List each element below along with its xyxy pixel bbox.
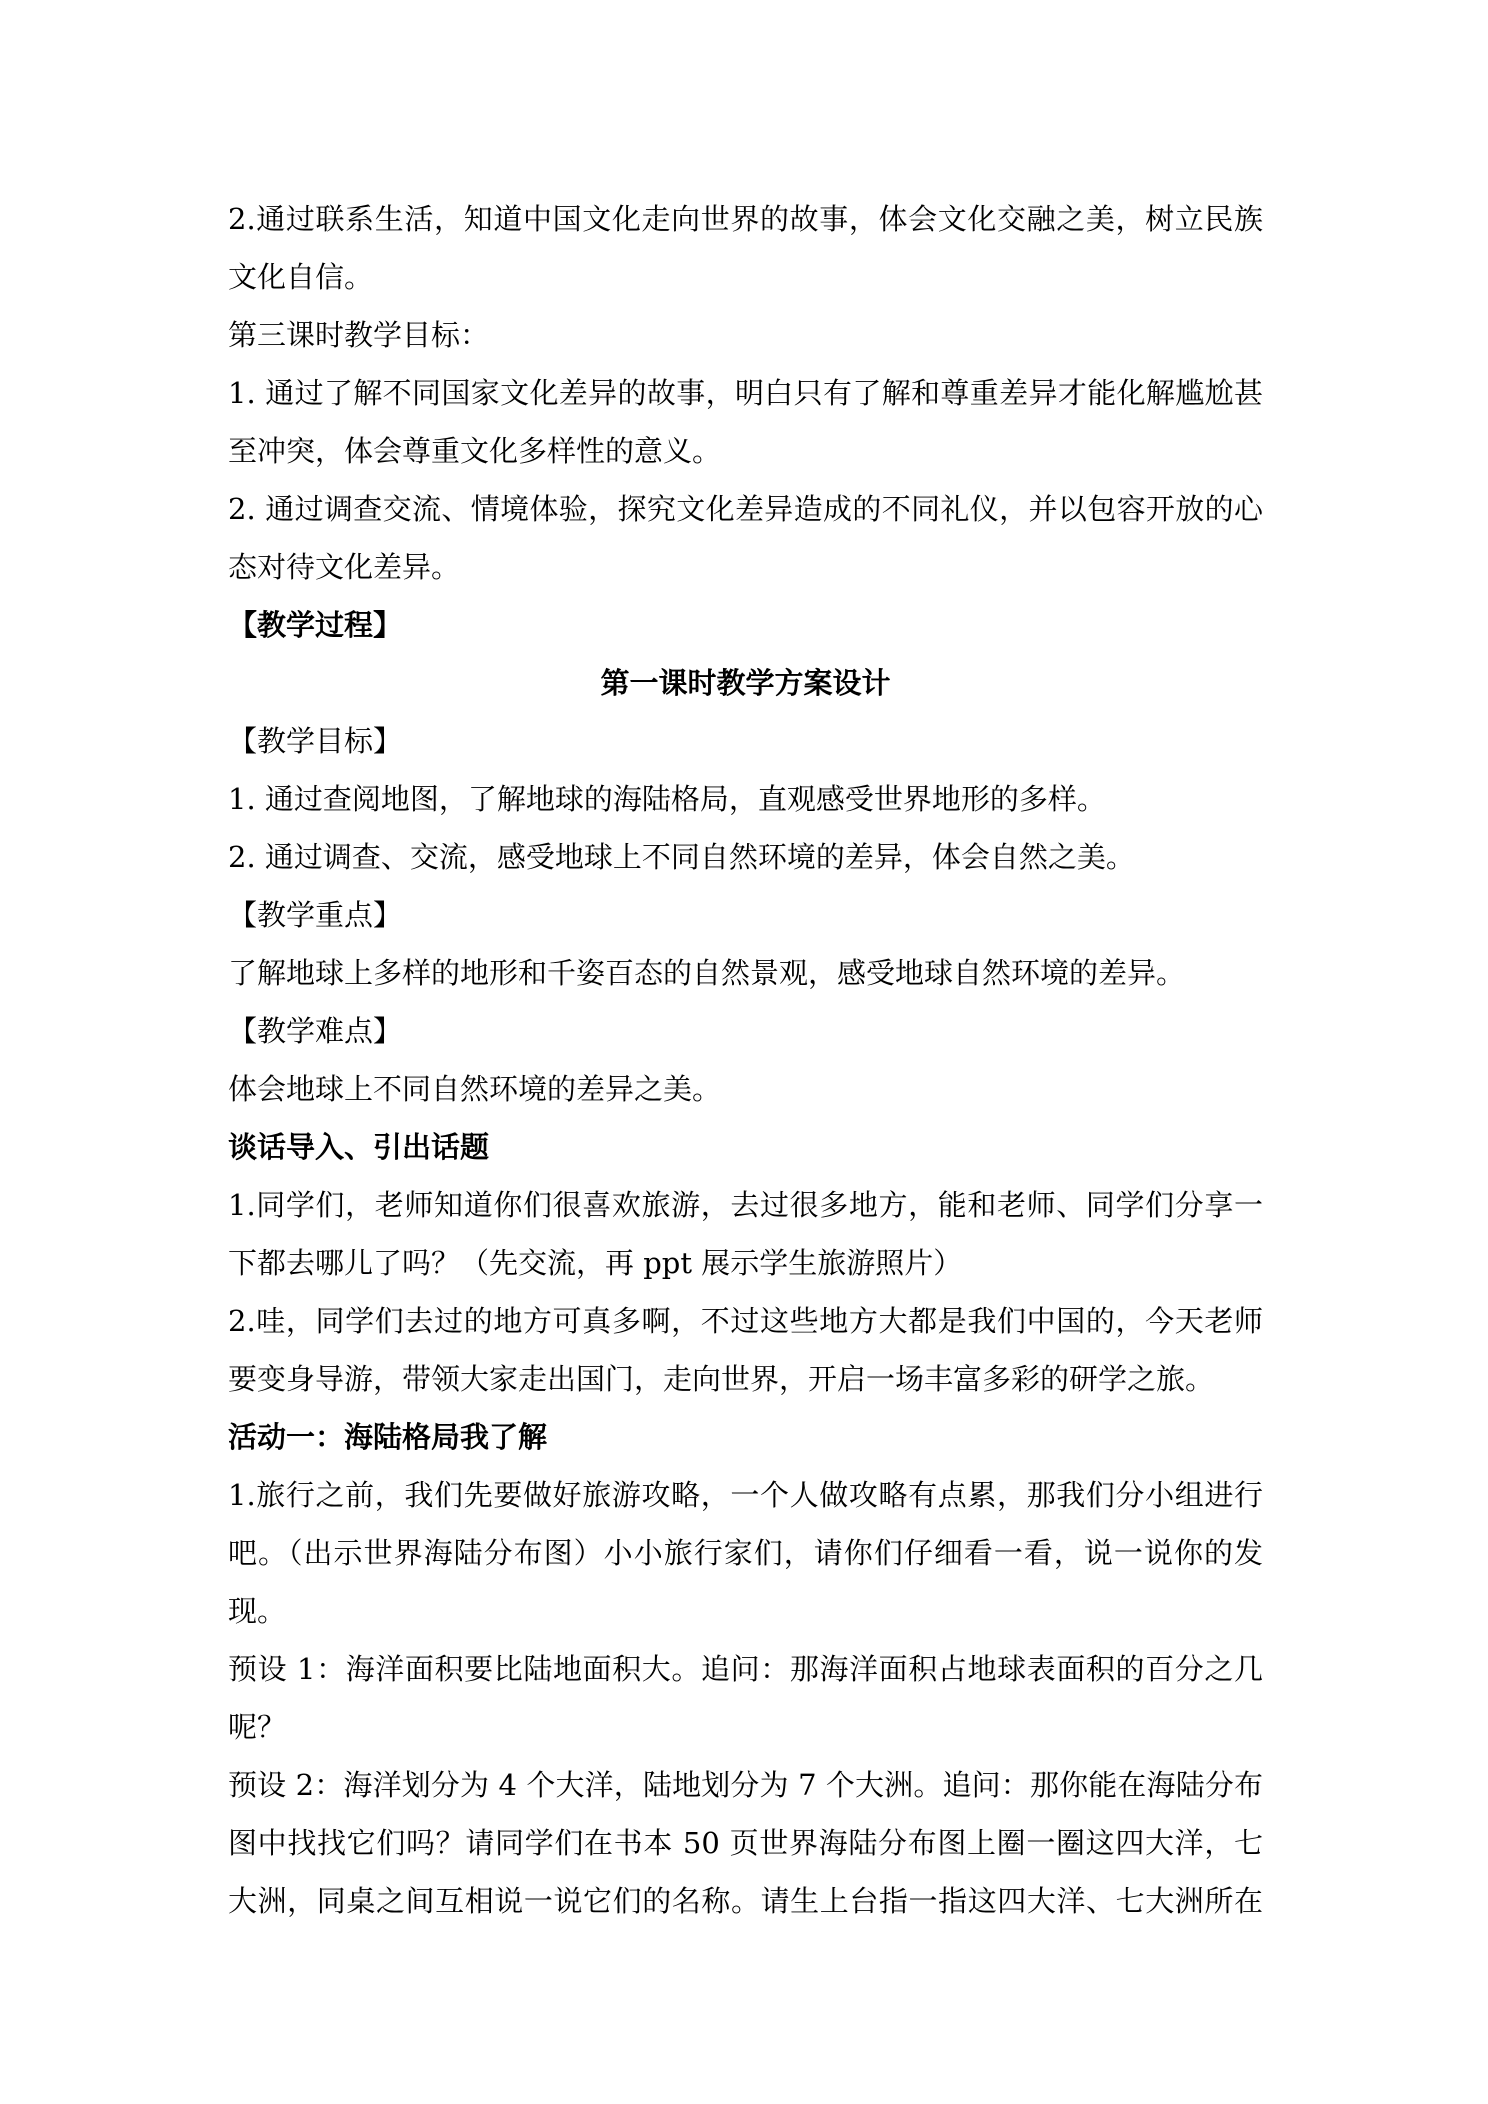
paragraph-line: 态对待文化差异。 [228,550,461,584]
paragraph-line: 了解地球上多样的地形和千姿百态的自然景观，感受地球自然环境的差异。 [228,956,1186,990]
paragraph-line: 1.旅行之前，我们先要做好旅游攻略，一个人做攻略有点累，那我们分小组进行 [228,1478,1263,1512]
paragraph-line: 1. 通过查阅地图，了解地球的海陆格局，直观感受世界地形的多样。 [228,782,1106,816]
paragraph-line: 体会地球上不同自然环境的差异之美。 [228,1072,722,1106]
paragraph-line: 预设 2：海洋划分为 4 个大洋，陆地划分为 7 个大洲。追问：那你能在海陆分布 [228,1768,1263,1802]
document-body [228,190,1263,1930]
paragraph-line: 现。 [228,1594,287,1628]
paragraph-line: 2. 通过调查交流、情境体验，探究文化差异造成的不同礼仪，并以包容开放的心 [228,492,1263,526]
subsection-label: 【教学目标】 [228,724,403,758]
paragraph-line: 1.同学们，老师知道你们很喜欢旅游，去过很多地方，能和老师、同学们分享一 [228,1188,1263,1222]
paragraph-line: 下都去哪儿了吗？（先交流，再 ppt 展示学生旅游照片） [228,1246,963,1280]
paragraph-line: 2.哇，同学们去过的地方可真多啊，不过这些地方大都是我们中国的，今天老师 [228,1304,1263,1338]
paragraph-line: 要变身导游，带领大家走出国门，走向世界，开启一场丰富多彩的研学之旅。 [228,1362,1215,1396]
section-heading: 【教学过程】 [228,608,403,642]
section-heading: 活动一：海陆格局我了解 [228,1420,548,1454]
subsection-label: 【教学重点】 [228,898,403,932]
paragraph-line: 文化自信。 [228,260,374,294]
paragraph-line: 1. 通过了解不同国家文化差异的故事，明白只有了解和尊重差异才能化解尴尬甚 [228,376,1263,410]
paragraph-line: 大洲，同桌之间互相说一说它们的名称。请生上台指一指这四大洋、七大洲所在 [228,1884,1263,1918]
subsection-label: 【教学难点】 [228,1014,403,1048]
paragraph-line: 2.通过联系生活，知道中国文化走向世界的故事，体会文化交融之美，树立民族 [228,202,1263,236]
paragraph-line: 2. 通过调查、交流，感受地球上不同自然环境的差异，体会自然之美。 [228,840,1135,874]
paragraph-line: 第三课时教学目标： [228,318,490,352]
section-heading: 谈话导入、引出话题 [228,1130,490,1164]
paragraph-line: 图中找找它们吗？请同学们在书本 50 页世界海陆分布图上圈一圈这四大洋，七 [228,1826,1263,1860]
paragraph-line: 至冲突，体会尊重文化多样性的意义。 [228,434,722,468]
paragraph-line: 吧。（出示世界海陆分布图）小小旅行家们，请你们仔细看一看，说一说你的发 [228,1536,1263,1570]
paragraph-line: 呢？ [228,1710,287,1744]
paragraph-line: 预设 1：海洋面积要比陆地面积大。追问：那海洋面积占地球表面积的百分之几 [228,1652,1263,1686]
section-title: 第一课时教学方案设计 [600,666,891,700]
